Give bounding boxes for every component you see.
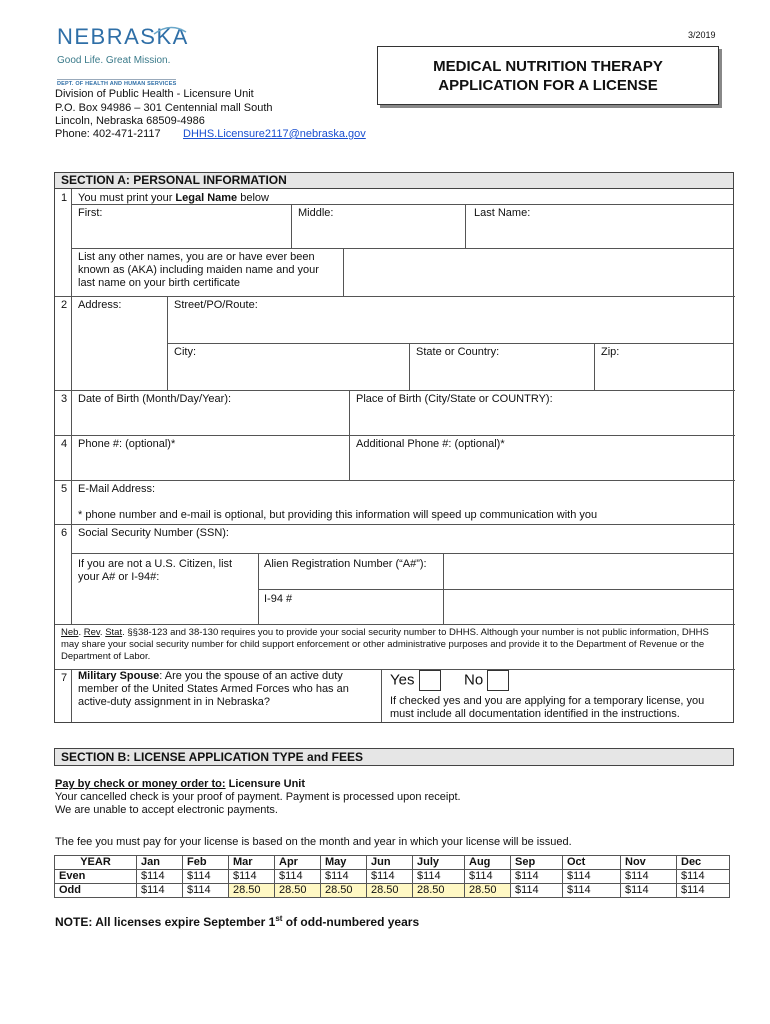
address-line-3: Lincoln, Nebraska 68509-4986 (55, 115, 205, 127)
section-b-header: SECTION B: LICENSE APPLICATION TYPE and FEES (54, 748, 734, 766)
fee-col-feb: Feb (183, 856, 229, 870)
expiration-note: NOTE: All licenses expire September 1st of odd-numbered years (55, 914, 420, 929)
fee-cell: $114 (621, 884, 677, 898)
q7-number: 7 (61, 672, 68, 684)
fee-cell: 28.50 (275, 884, 321, 898)
temporary-license-note: If checked yes and you are applying for a temporary license, you must include all documentation identified in the instructions. (390, 695, 705, 720)
yes-checkbox[interactable] (419, 670, 441, 691)
aka-label: List any other names, you are or have ever been known as (AKA) including maiden name and your last name on your birth certificate (78, 251, 319, 289)
phone-line: Phone: 402-471-2117 (55, 128, 161, 140)
dob-field[interactable]: Date of Birth (Month/Day/Year): (78, 393, 232, 405)
fee-col-year: YEAR (55, 856, 137, 870)
form-title-line-2: APPLICATION FOR A LICENSE (438, 77, 658, 94)
fee-cell: $114 (321, 870, 367, 884)
logo-tagline: Good Life. Great Mission. (57, 55, 171, 66)
fee-cell: $114 (677, 870, 730, 884)
fee-cell: $114 (137, 870, 183, 884)
yes-option[interactable]: Yes (390, 670, 441, 691)
fee-cell: $114 (183, 884, 229, 898)
fee-col-july: July (413, 856, 465, 870)
pay-heading: Pay by check or money order to: Licensure Unit (55, 778, 306, 790)
fee-col-nov: Nov (621, 856, 677, 870)
address-line-1: Division of Public Health - Licensure Unit (55, 88, 254, 100)
fee-row-label: Odd (55, 884, 137, 898)
fee-row-odd (55, 884, 730, 898)
fee-cell: $114 (137, 884, 183, 898)
q3-number: 3 (61, 393, 68, 405)
military-spouse-question: Military Spouse: Are you the spouse of an active duty member of the United States Armed Forces who has an active-duty assignment in in Nebraska? (78, 670, 349, 708)
address-line-2: P.O. Box 94986 – 301 Centennial mall South (55, 102, 273, 114)
fee-cell: 28.50 (367, 884, 413, 898)
email-link[interactable]: DHHS.Licensure2117@nebraska.gov (183, 128, 366, 140)
fee-col-aug: Aug (465, 856, 511, 870)
fee-col-may: May (321, 856, 367, 870)
street-field[interactable]: Street/PO/Route: (174, 299, 258, 311)
section-a-personal-info (54, 172, 734, 723)
fee-cell: $114 (275, 870, 321, 884)
fee-cell: $114 (229, 870, 275, 884)
email-field[interactable]: E-Mail Address: (78, 483, 156, 495)
logo-wordmark: NEBRASKA (57, 24, 189, 49)
logo-arc-icon (150, 24, 190, 48)
noncitizen-label: If you are not a U.S. Citizen, list your A# or I-94#: (78, 558, 233, 583)
pay-line-1: Your cancelled check is your proof of payment. Payment is processed upon receipt. (55, 791, 461, 803)
fee-col-jun: Jun (367, 856, 413, 870)
fee-cell: $114 (563, 870, 621, 884)
phone-field[interactable]: Phone #: (optional)* (78, 438, 176, 450)
q1-instruction: You must print your Legal Name below (78, 192, 269, 204)
fee-cell: 28.50 (229, 884, 275, 898)
fee-row-label: Even (55, 870, 137, 884)
pay-line-2: We are unable to accept electronic payments. (55, 804, 278, 816)
fee-cell: $114 (563, 884, 621, 898)
aka-field[interactable] (345, 249, 731, 295)
fee-col-mar: Mar (229, 856, 275, 870)
fee-cell: $114 (367, 870, 413, 884)
form-date: 3/2019 (688, 30, 716, 40)
city-field[interactable]: City: (174, 346, 196, 358)
ssn-field[interactable]: Social Security Number (SSN): (78, 527, 229, 539)
address-label: Address: (78, 299, 122, 311)
q4-number: 4 (61, 438, 68, 450)
q1-number: 1 (61, 192, 68, 204)
zip-field[interactable]: Zip: (601, 346, 620, 358)
fee-cell: $114 (183, 870, 229, 884)
form-title-line-1: MEDICAL NUTRITION THERAPY (433, 58, 663, 75)
fee-cell: 28.50 (465, 884, 511, 898)
i94-field[interactable]: I-94 # (264, 593, 293, 605)
fee-col-sep: Sep (511, 856, 563, 870)
last-name-field[interactable]: Last Name: (474, 207, 531, 219)
fee-col-oct: Oct (563, 856, 621, 870)
fee-cell: $114 (677, 884, 730, 898)
fee-cell: 28.50 (413, 884, 465, 898)
fee-cell: $114 (511, 870, 563, 884)
no-option[interactable]: No (464, 670, 509, 691)
additional-phone-field[interactable]: Additional Phone #: (optional)* (356, 438, 505, 450)
fee-row-even (55, 870, 730, 884)
fee-cell: $114 (511, 884, 563, 898)
optional-contact-note: * phone number and e-mail is optional, but providing this information will speed up communication with you (78, 509, 598, 521)
fee-table (54, 855, 730, 898)
fee-col-apr: Apr (275, 856, 321, 870)
fee-cell: $114 (413, 870, 465, 884)
state-field[interactable]: State or Country: (416, 346, 500, 358)
statute-notice: Neb. Rev. Stat. §§38-123 and 38-130 requires you to provide your social security number to DHHS. Although your number is not public information, DHHS may share your social security number for child support enforcement or other administrative purposes and provide it to the Department of Revenue or the Department of Labor. (61, 627, 709, 662)
fee-cell: 28.50 (321, 884, 367, 898)
alien-registration-field[interactable]: Alien Registration Number (“A#”): (264, 558, 427, 570)
first-name-field[interactable]: First: (78, 207, 103, 219)
fee-table-header (55, 856, 730, 870)
fee-cell: $114 (621, 870, 677, 884)
q2-number: 2 (61, 299, 68, 311)
pob-field[interactable]: Place of Birth (City/State or COUNTRY): (356, 393, 553, 405)
form-title-box (377, 46, 719, 105)
section-a-header: SECTION A: PERSONAL INFORMATION (55, 173, 733, 189)
fee-col-jan: Jan (137, 856, 183, 870)
fee-cell: $114 (465, 870, 511, 884)
middle-name-field[interactable]: Middle: (298, 207, 334, 219)
q6-number: 6 (61, 527, 68, 539)
q5-number: 5 (61, 483, 68, 495)
logo-department: DEPT. OF HEALTH AND HUMAN SERVICES (57, 81, 177, 87)
fee-intro: The fee you must pay for your license is based on the month and year in which your license will be issued. (55, 836, 572, 848)
fee-col-dec: Dec (677, 856, 730, 870)
no-checkbox[interactable] (487, 670, 509, 691)
